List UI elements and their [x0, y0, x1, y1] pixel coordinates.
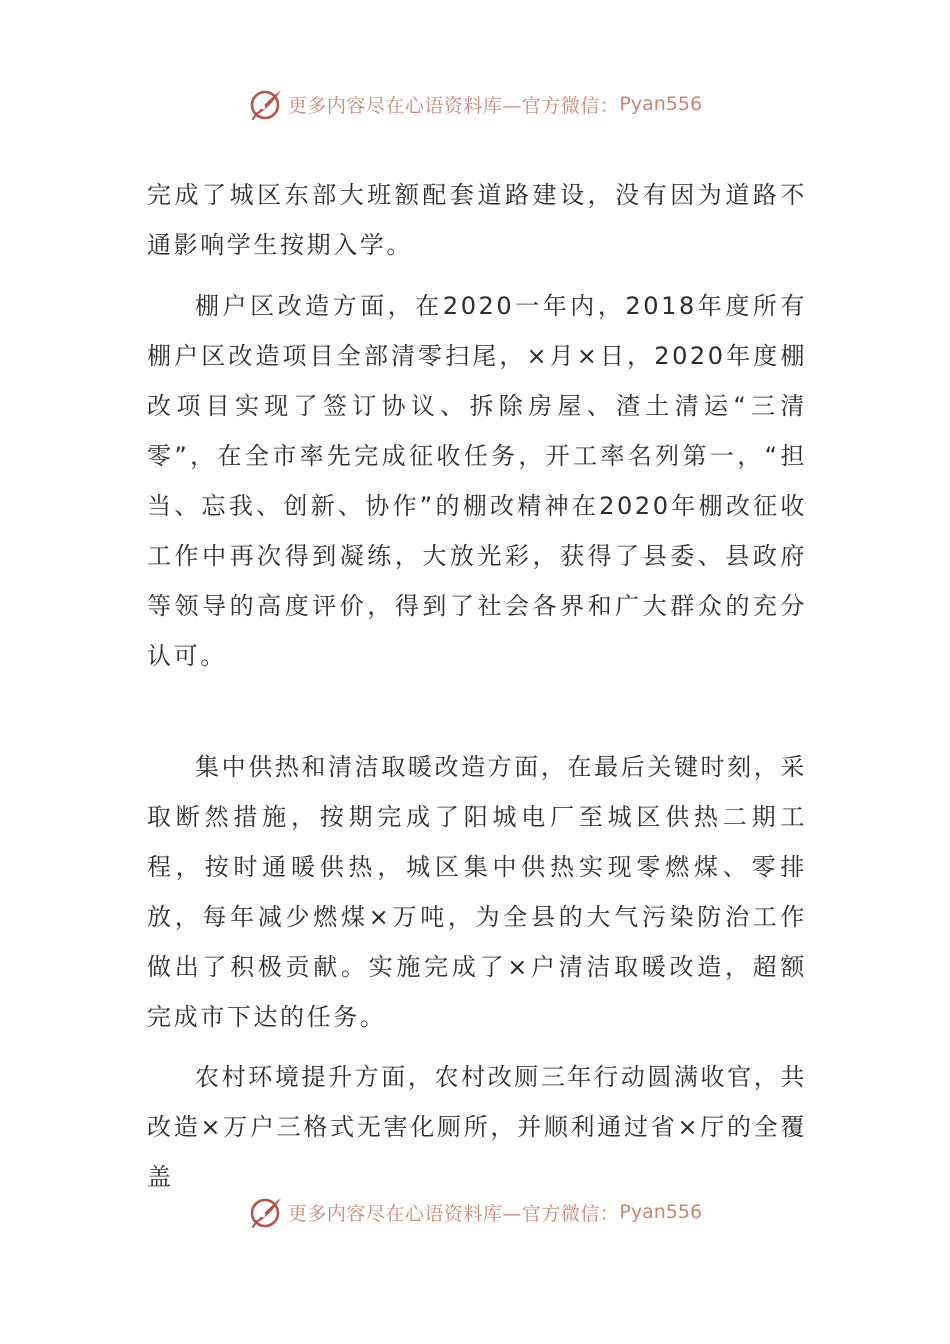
paragraph-road-construction: 完成了城区东部大班额配套道路建设，没有因为道路不通影响学生按期入学。	[147, 181, 807, 259]
footer-banner-text: 更多内容尽在心语资料库—官方微信：	[287, 1202, 620, 1225]
quill-logo-icon	[248, 1194, 284, 1230]
header-wechat-id: Pyan556	[619, 93, 703, 115]
header-banner	[0, 82, 950, 126]
footer-wechat-id: Pyan556	[619, 1201, 703, 1223]
header-banner-text: 更多内容尽在心语资料库—官方微信：	[287, 94, 620, 117]
paragraph-central-heating: 集中供热和清洁取暖改造方面，在最后关键时刻，采取断然措施，按期完成了阳城电厂至城区供热二期工程，按时通暖供热，城区集中供热实现零燃煤、零排放，每年减少燃煤×万吨，为全县的大气污染防治工作做出了积极贡献。实施完成了×户清洁取暖改造，超额完成市下达的任务。	[147, 753, 807, 1031]
paragraph-shantytown-renovation: 棚户区改造方面，在2020一年内，2018年度所有棚户区改造项目全部清零扫尾，×月×日，2020年度棚改项目实现了签订协议、拆除房屋、渣土清运“三清零”，在全市率先完成征收任务，开工率名列第一，“担当、忘我、创新、协作”的棚改精神在2020年棚改征收工作中再次得到凝练，大放光彩，获得了县委、县政府等领导的高度评价，得到了社会各界和广大群众的充分认可。	[147, 292, 807, 670]
quill-logo-icon	[248, 86, 284, 122]
footer-banner	[0, 1190, 950, 1234]
paragraph-rural-environment: 农村环境提升方面，农村改厕三年行动圆满收官，共改造×万户三格式无害化厕所，并顺利通过省×厅的全覆盖	[147, 1063, 807, 1191]
